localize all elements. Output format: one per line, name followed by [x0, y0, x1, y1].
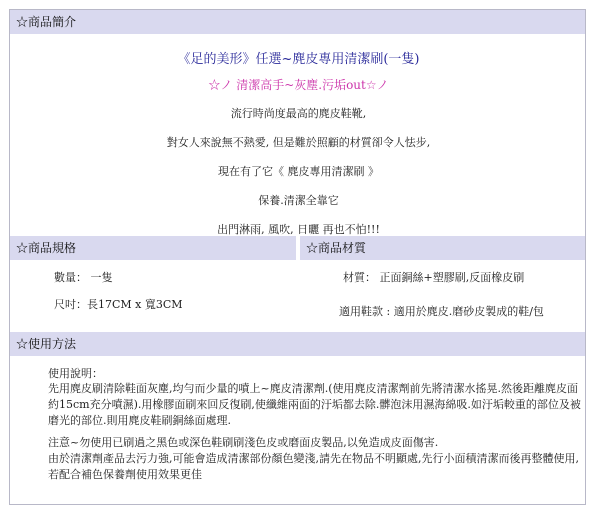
usage-label: 使用說明：	[48, 367, 103, 380]
product-info-frame	[9, 9, 586, 505]
product-title-text: 《足的美形》任選~麂皮專用清潔刷(一隻)	[177, 52, 420, 67]
spec-size: 尺吋：長17CM x 寬3CM	[54, 298, 183, 311]
usage-paragraph-3: 由於清潔劑產品去污力強,可能會造成清潔部份顏色變淺,請先在物品不明顯處,先行小面積清潔而後再整體使用,若配合補色保養劑使用效果更佳	[48, 452, 579, 481]
spec-quantity: 數量： 一隻	[54, 271, 113, 284]
intro-line-1: 流行時尚度最高的麂皮鞋靴,	[230, 107, 367, 120]
intro-line-2: 對女人來說無不熱愛, 但是難於照顧的材質卻令人怯步,	[166, 136, 431, 149]
usage-caution: 注意~勿使用已刷過之黑色或深色鞋刷刷淺色皮或磨面皮製品,以免造成皮面傷害.	[48, 436, 439, 449]
section-header-usage	[10, 332, 585, 356]
usage-header-text: ☆使用方法	[16, 337, 77, 351]
intro-line-5: 出門淋雨, 風吹, 日曬 再也不怕!!!	[217, 223, 380, 236]
section-header-intro	[10, 10, 585, 34]
tagline-text: ☆ノ 清潔高手~灰塵.污垢out☆ノ	[208, 78, 389, 92]
material-header-text: ☆商品材質	[306, 241, 367, 255]
intro-line-3: 現在有了它《 麂皮專用清潔刷 》	[218, 165, 379, 178]
material-text: 材質： 正面銅絲+塑膠刷,反面橡皮刷	[343, 271, 525, 284]
intro-line-4: 保養.清潔全靠它	[258, 194, 339, 207]
spec-header-text: ☆商品規格	[16, 241, 77, 255]
intro-header-text: ☆商品簡介	[16, 15, 77, 29]
section-header-material	[300, 236, 585, 260]
tagline	[10, 76, 587, 93]
usage-paragraph-1: 先用麂皮刷清除鞋面灰塵,均勻而少量的噴上~麂皮清潔劑.(使用麂皮清潔劑前先將清潔水搖晃.然後距離麂皮面約15cm充分噴濕).用橡膠面刷來回反復刷,使纖維兩面的汙垢都去除.髒泡沫用濕海綿吸.如汙垢較重的部位及被磨光的部位.則用麂皮鞋刷銅絲面處理.	[48, 382, 581, 427]
product-title	[10, 48, 587, 67]
section-header-spec	[10, 236, 296, 260]
suitable-text: 適用鞋款 : 適用於麂皮.磨砂皮製成的鞋/包	[339, 305, 544, 318]
